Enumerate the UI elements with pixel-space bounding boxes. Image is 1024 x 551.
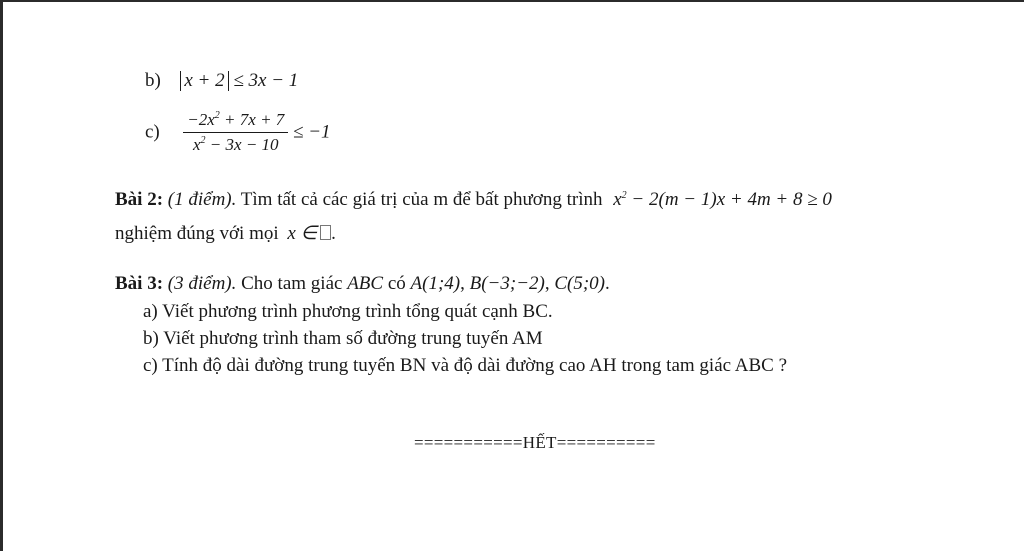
fraction-numerator: $-2x^2 + 7x + 7$ bbox=[183, 110, 288, 133]
problem2-expression: $x^2 - 2(m - 1)x + 4m + 8 \ge 0$ bbox=[613, 189, 832, 210]
problem3-item-b: b) Viết phương trình tham số đường trung tuyến AM bbox=[143, 328, 543, 349]
fraction bbox=[183, 110, 288, 155]
problem3-item-a: a) Viết phương trình phương trình tổng quát cạnh BC. bbox=[143, 301, 553, 322]
problem1-c bbox=[145, 110, 331, 155]
set-variable: x ∈ bbox=[287, 223, 318, 244]
problem1-b bbox=[145, 70, 298, 92]
item-label: b) bbox=[145, 70, 161, 91]
problem2-text: Tìm tất cả các giá trị của m để bất phương trình bbox=[240, 189, 603, 210]
end-marker: ===========HẾT========== bbox=[414, 433, 656, 452]
point-b: B(−3;−2) bbox=[469, 273, 545, 294]
triangle-name: ABC bbox=[347, 273, 384, 294]
abs-expression: x + 2 bbox=[180, 71, 228, 91]
point-c: C(5;0) bbox=[554, 273, 605, 294]
problem3-item-c: c) Tính độ dài đường trung tuyến BN và độ dài đường cao AH trong tam giác ABC ? bbox=[143, 355, 788, 376]
inequality-rhs: ≤ 3x − 1 bbox=[233, 70, 299, 91]
inequality-rhs: ≤ −1 bbox=[293, 121, 331, 143]
problem3-points: (3 điểm). bbox=[167, 273, 237, 294]
problem3-line1: Bài 3: (3 điểm). Cho tam giác ABC có A(1;4), B(−3;−2), C(5;0). bbox=[115, 273, 610, 294]
problem3-text: Cho tam giác bbox=[241, 273, 343, 294]
problem2-points: (1 điểm). bbox=[167, 189, 237, 210]
problem3-co: có bbox=[387, 273, 406, 294]
problem2-line2 bbox=[115, 222, 336, 245]
problem2-line2-text: nghiệm đúng với mọi bbox=[115, 223, 279, 244]
item-label: c) bbox=[145, 121, 160, 143]
problem3-title: Bài 3: bbox=[115, 273, 164, 294]
point-a: A(1;4) bbox=[410, 273, 461, 294]
fraction-denominator: $x^2 - 3x - 10$ bbox=[193, 135, 279, 154]
problem2-line1 bbox=[115, 189, 832, 211]
missing-symbol-icon bbox=[320, 225, 331, 240]
period: . bbox=[331, 223, 336, 244]
problem2-title: Bài 2: bbox=[115, 189, 164, 210]
